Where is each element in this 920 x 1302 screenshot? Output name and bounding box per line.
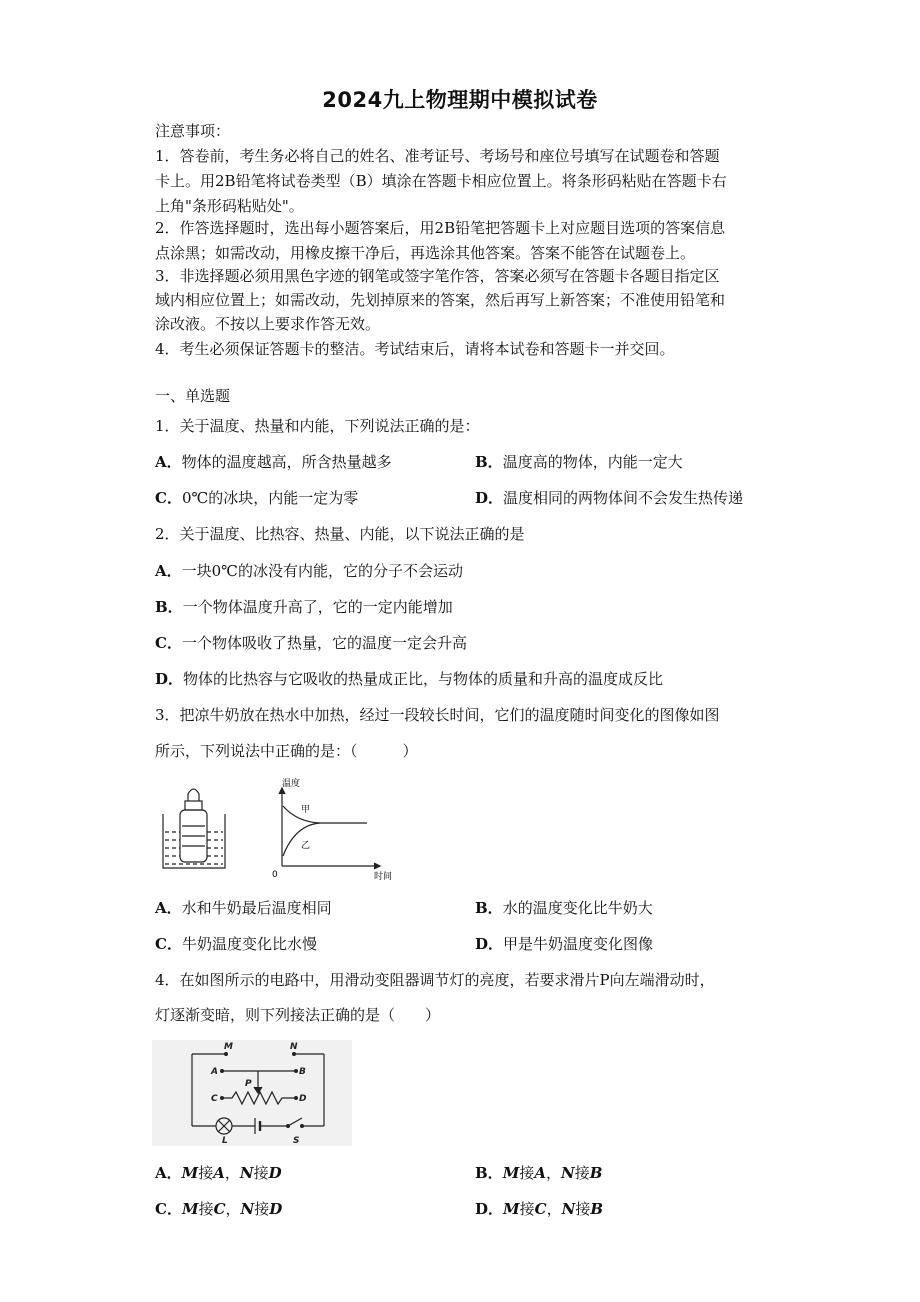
graph-ylabel: 温度: [282, 779, 301, 789]
notice-line: 域内相应位置上；如需改动，先划掉原来的答案，然后再写上新答案；不准使用铅笔和: [155, 291, 726, 309]
option-b[interactable]: B．温度高的物体，内能一定大: [475, 453, 683, 471]
option-a[interactable]: A．水和牛奶最后温度相同: [155, 899, 332, 917]
notice-line: 2．作答选择题时，选出每小题答案后，用2B铅笔把答题卡上对应题目选项的答案信息: [155, 219, 726, 237]
notice-line: 1．答卷前，考生务必将自己的姓名、准考证号、考场号和座位号填写在试题卷和答题: [155, 147, 720, 165]
beaker-illustration: [163, 789, 225, 868]
slider-p-label: P: [245, 1079, 252, 1089]
notice-line: 点涂黑；如需改动，用橡皮擦干净后，再选涂其他答案。答案不能答在试题卷上。: [155, 244, 696, 262]
option-c[interactable]: C．一个物体吸收了热量，它的温度一定会升高: [155, 634, 467, 652]
section-heading: 一、单选题: [155, 387, 231, 405]
notice-line: 涂改液。不按以上要求作答无效。: [155, 315, 381, 333]
temperature-graph: [279, 788, 380, 869]
question-stem: 3．把凉牛奶放在热水中加热，经过一段较长时间，它们的温度随时间变化的图像如图: [155, 706, 720, 724]
option-c[interactable]: C．0℃的冰块，内能一定为零: [155, 489, 359, 507]
option-b[interactable]: B．M接A，N接B: [475, 1164, 603, 1182]
option-c[interactable]: C．M接C，N接D: [155, 1200, 283, 1218]
curve-jia: [283, 806, 367, 823]
terminal-b-label: B: [299, 1067, 306, 1077]
circuit-figure: [152, 1040, 352, 1146]
notice-line: 3．非选择题必须用黑色字迹的钢笔或签字笔作答，答案必须写在答题卡各题目指定区: [155, 267, 720, 285]
graph-xlabel: 时间: [374, 872, 393, 882]
terminal-a-label: A: [211, 1067, 218, 1077]
graph-origin: 0: [272, 870, 278, 880]
question-stem: 所示，下列说法中正确的是：（ ）: [155, 742, 418, 760]
page-title: 2024九上物理期中模拟试卷: [322, 88, 598, 112]
notice-line: 4．考生必须保证答题卡的整洁。考试结束后，请将本试卷和答题卡一并交回。: [155, 340, 675, 358]
terminal-c-label: C: [211, 1094, 218, 1104]
curve-yi: [283, 823, 320, 856]
terminal-m-label: M: [224, 1042, 233, 1052]
option-d[interactable]: D．温度相同的两物体间不会发生热传递: [475, 489, 744, 507]
heating-figure: [155, 776, 405, 884]
terminal-n-label: N: [290, 1042, 298, 1052]
question-stem: 2．关于温度、比热容、热量、内能，以下说法正确的是: [155, 525, 525, 543]
notice-heading: 注意事项：: [155, 122, 231, 140]
switch-s-label: S: [293, 1136, 300, 1146]
option-c[interactable]: C．牛奶温度变化比水慢: [155, 935, 317, 953]
option-b[interactable]: B．水的温度变化比牛奶大: [475, 899, 653, 917]
question-stem: 灯逐渐变暗，则下列接法正确的是（ ）: [155, 1006, 441, 1024]
option-b[interactable]: B．一个物体温度升高了，它的一定内能增加: [155, 598, 453, 616]
question-stem: 1．关于温度、热量和内能，下列说法正确的是：: [155, 417, 480, 435]
option-a[interactable]: A．一块0℃的冰没有内能，它的分子不会运动: [155, 562, 463, 580]
curve-yi-label: 乙: [301, 841, 311, 851]
option-d[interactable]: D．M接C，N接B: [475, 1200, 604, 1218]
notice-line: 卡上。用2B铅笔将试卷类型（B）填涂在答题卡相应位置上。将条形码粘贴在答题卡右: [155, 172, 727, 190]
option-a[interactable]: A．物体的温度越高，所含热量越多: [155, 453, 392, 471]
lamp-l-label: L: [222, 1136, 228, 1146]
option-d[interactable]: D．甲是牛奶温度变化图像: [475, 935, 654, 953]
notice-line: 上角"条形码粘贴处"。: [155, 197, 304, 215]
option-d[interactable]: D．物体的比热容与它吸收的热量成正比，与物体的质量和升高的温度成反比: [155, 670, 664, 688]
question-stem: 4．在如图所示的电路中，用滑动变阻器调节灯的亮度，若要求滑片P向左端滑动时，: [155, 971, 715, 989]
option-a[interactable]: A．M接A，N接D: [155, 1164, 282, 1182]
curve-jia-label: 甲: [301, 805, 311, 815]
terminal-d-label: D: [299, 1094, 307, 1104]
